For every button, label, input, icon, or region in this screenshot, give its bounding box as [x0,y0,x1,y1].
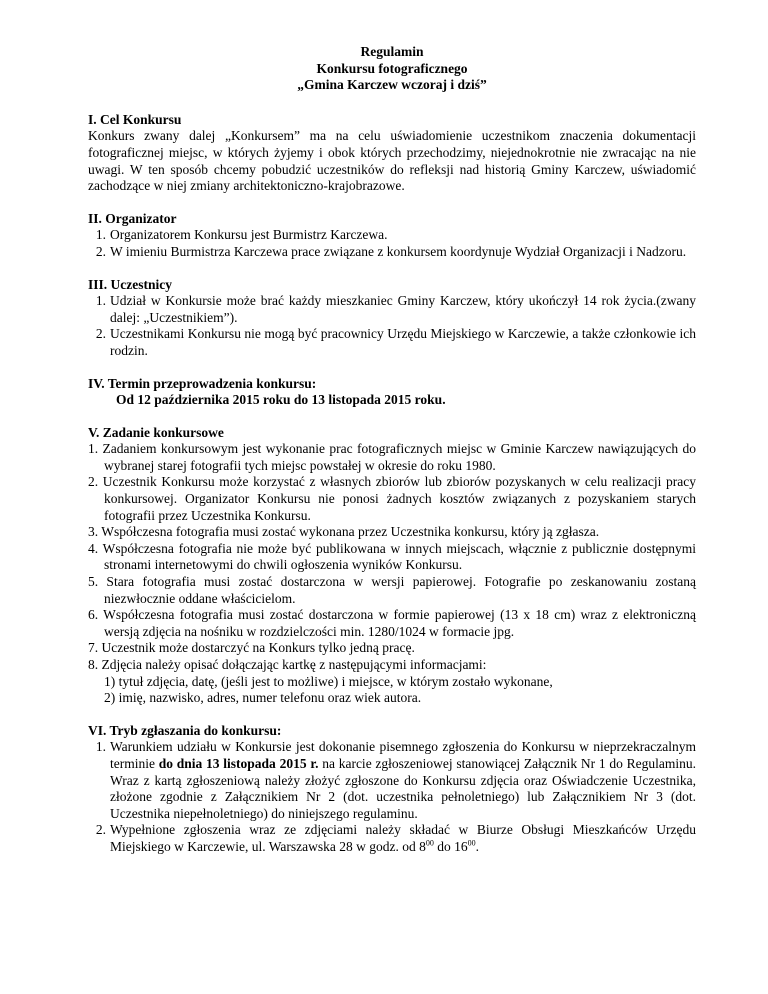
list-item: 1. Udział w Konkursie może brać każdy mieszkaniec Gminy Karczew, który ukończył 14 rok życia.(zwany dalej: „Uczestnikiem”). [95,293,696,325]
section-submission [88,723,696,856]
sub-item: 2) imię, nazwisko, adres, numer telefonu oraz wiek autora. [104,690,422,706]
title-line-2: Konkursu fotograficznego [316,60,468,76]
section-heading: I. Cel Konkursu [88,111,182,127]
title-line-1: Regulamin [360,44,424,59]
section-timeframe [88,376,696,409]
document-title [88,44,696,94]
section-organizer [88,211,696,261]
section-purpose [88,112,696,195]
section-heading: VI. Tryb zgłaszania do konkursu: [88,722,282,738]
list-item: 1. Organizatorem Konkursu jest Burmistrz Karczewa. [95,227,388,243]
list-item: 7. Uczestnik może dostarczyć na Konkurs tylko jedną pracę. [88,640,415,656]
deadline: do dnia 13 listopada 2015 r. [158,755,319,771]
list-item: 1. Warunkiem udziału w Konkursie jest dokonanie pisemnego zgłoszenia do Konkursu w nieprzekraczalnym terminie do dnia 13 listopada 2015 r. na karcie zgłoszeniowej stanowiącej Załącznik Nr 1 do Regulaminu. Wraz z kartą zgłoszeniową należy złożyć zgłoszone do Konkursu zdjęcia oraz Oświadczenie Uczestnika, złożone zgodnie z Załącznikiem Nr 2 (dot. uczestnika pełnoletniego) lub Załącznikiem Nr 3 (dot. Uczestnika niepełnoletniego) do niniejszego regulaminu. [95,739,696,821]
contest-dates: Od 12 października 2015 roku do 13 listopada 2015 roku. [116,392,446,408]
list-item: 3. Współczesna fotografia musi zostać wykonana przez Uczestnika konkursu, który ją zgłasza. [88,524,600,540]
list-item: 2. Uczestnikami Konkursu nie mogą być pracownicy Urzędu Miejskiego w Karczewie, a także członkowie ich rodzin. [95,326,696,358]
list-item: 2. W imieniu Burmistrza Karczewa prace związane z konkursem koordynuje Wydział Organizacji i Nadzoru. [95,243,687,259]
section-heading: IV. Termin przeprowadzenia konkursu: [88,375,317,391]
section-task [88,425,696,707]
list-item: 5. Stara fotografia musi zostać dostarczona w wersji papierowej. Fotografie po zeskanowaniu zostaną niezwłocznie oddane właścicielom. [88,574,696,606]
list-item: 1. Zadaniem konkursowym jest wykonanie prac fotograficznych miejsc w Gminie Karczew nawiązujących do wybranej starej fotografii tych miejsc powstałej w okresie do roku 1980. [88,441,696,473]
list-item: 4. Współczesna fotografia nie może być publikowana w innych miejscach, włącznie z publicznie dostępnymi stronami internetowymi do chwili ogłoszenia wyników Konkursu. [88,540,696,573]
sub-item: 1) tytuł zdjęcia, datę, (jeśli jest to możliwe) i miejsce, w którym zostało wykonane, [104,673,553,689]
section-heading: III. Uczestnicy [88,276,172,292]
title-line-3: „Gmina Karczew wczoraj i dziś” [297,77,487,93]
section-heading: II. Organizator [88,210,177,226]
list-item: 6. Współczesna fotografia musi zostać dostarczona w formie papierowej (13 x 18 cm) wraz z elektroniczną wersją zdjęcia na nośniku w rozdzielczości min. 1280/1024 w formacie jpg. [88,607,696,639]
list-item: 2. Uczestnik Konkursu może korzystać z własnych zbiorów lub zbiorów pozyskanych w celu realizacji pracy konkursowej. Organizator Konkursu nie ponosi żadnych kosztów związanych z pozyskaniem starych fotografii przez Uczestnika Konkursu. [88,474,696,523]
list-item: 2. Wypełnione zgłoszenia wraz ze zdjęciami należy składać w Biurze Obsługi Mieszkańców Urzędu Miejskiego w Karczewie, ul. Warszawska 28 w godz. od $8^{00}$ do $16^{00}$. [95,822,696,854]
section-participants [88,277,696,360]
section-heading: V. Zadanie konkursowe [88,424,224,440]
list-item: 8. Zdjęcia należy opisać dołączając kartkę z następującymi informacjami: [88,657,487,672]
section-text: Konkurs zwany dalej „Konkursem” ma na celu uświadomienie uczestnikom znaczenia dokumentacji fotograficznej miejsc, w których żyjemy i obok których przechodzimy, niejednokrotnie nie zwracając na nie uwagi. W ten sposób chcemy pobudzić uczestników do refleksji nad historią Gminy Karczew, uświadomić zachodzące w niej zmiany architektoniczno-krajobrazowe. [88,128,696,194]
